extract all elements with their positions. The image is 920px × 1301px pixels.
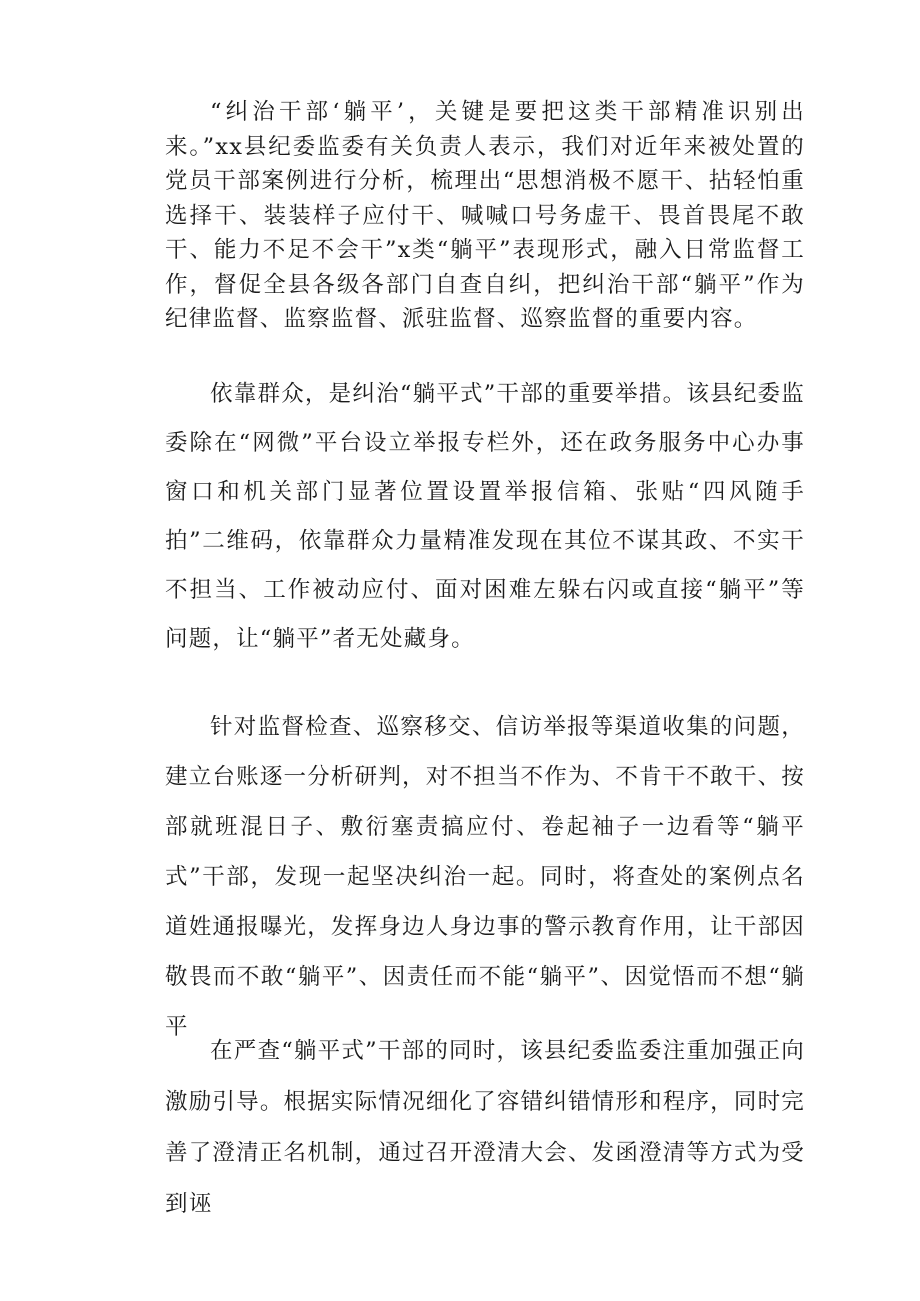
paragraph-identification: “纠治干部‘躺平’，关键是要把这类干部精准识别出来。”xx县纪委监委有关负责人表示，我们对近年来被处置的党员干部案例进行分析，梳理出“思想消极不愿干、拈轻怕重选择干、装装样子应付干、喊喊口号务虚干、畏首畏尾不敢干、能力不足不会干”x类“躺平”表现形式，融入日常监督工作，督促全县各级各部门自查自纠，把纠治干部“躺平”作为纪律监督、监察监督、派驻监督、巡察监督的重要内容。 — [165, 99, 805, 332]
paragraph-rectification: 针对监督检查、巡察移交、信访举报等渠道收集的问题，建立台账逐一分析研判，对不担当不作为、不肯干不敢干、按部就班混日子、敷衍塞责搞应付、卷起袖子一边看等“躺平式”干部，发现一起坚决纠治一起。同时，将查处的案例点名道姓通报曝光，发挥身边人身边事的警示教育作用，让干部因敬畏而不敢“躺平”、因责任而不能“躺平”、因觉悟而不想“躺平 — [165, 714, 805, 1040]
paragraph-mass-reporting: 依靠群众，是纠治“躺平式”干部的重要举措。该县纪委监委除在“网微”平台设立举报专栏外，还在政务服务中心办事窗口和机关部门显著位置设置举报信箱、张贴“四风随手拍”二维码，依靠群众力量精准发现在其位不谋其政、不实干不担当、工作被动应付、面对困难左躲右闪或直接“躺平”等问题，让“躺平”者无处藏身。 — [165, 381, 805, 652]
paragraph-incentives: 在严查“躺平式”干部的同时，该县纪委监委注重加强正向激励引导。根据实际情况细化了容错纠错情形和程序，同时完善了澄清正名机制，通过召开澄清大会、发函澄清等方式为受到诬 — [165, 1038, 805, 1217]
